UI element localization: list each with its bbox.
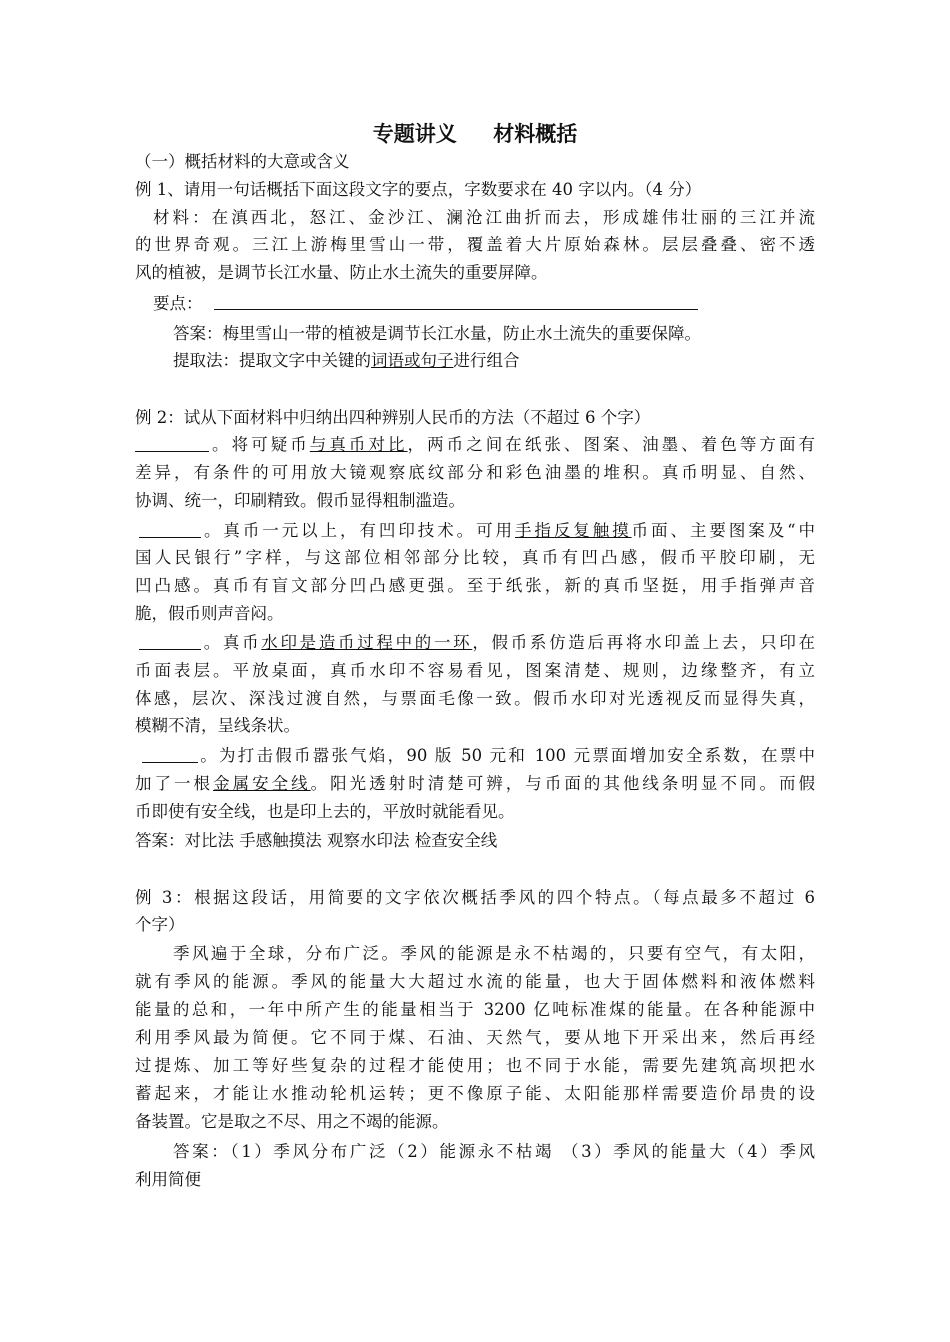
- example-3-paragraph-line: 过提炼、加工等好些复杂的过程才能使用；也不同于水能，需要先建筑高坝把水: [135, 1056, 815, 1075]
- fill-blank: [139, 632, 201, 650]
- example-2-paragraph-line: 国人民银行”字样，与这部位相邻部分比较，真币有凹凸感，假币平胶印刷，无: [135, 548, 815, 567]
- method-text: 提取法：提取文字中关键的: [173, 351, 371, 370]
- example-1-material-line: 的世界奇观。三江上游梅里雪山一带，覆盖着大片原始森林。层层叠叠、密不透: [135, 235, 815, 254]
- example-2-paragraph-line: 模糊不清，呈线条状。: [135, 716, 300, 735]
- example-1-material-line: 风的植被，是调节长江水量、防止水土流失的重要屏障。: [135, 263, 548, 282]
- paragraph-text: 。阳光透射时清楚可辨，与币面的其他线条明显不同。而假: [310, 774, 816, 793]
- paragraph-text: 。为打击假币嚣张气焰，90 版 50 元和 100 元票面增加安全系数，在票中: [198, 746, 815, 765]
- example-2-answer: 答案：对比法 手感触摸法 观察水印法 检查安全线: [135, 831, 498, 850]
- paragraph-text: ，假币系仿造后再将水印盖上去，只印在: [472, 633, 815, 652]
- example-2-paragraph-line: 币即使有安全线，也是印上去的，平放时就能看见。: [135, 802, 515, 821]
- example-3-paragraph-line: 能量的总和，一年中所产生的能量相当于 3200 亿吨标准煤的能量。在各种能源中: [135, 1000, 815, 1019]
- paragraph-text: 。真币一元以上，有凹印技术。可用: [201, 521, 515, 540]
- example-1-point-label: 要点：: [153, 294, 203, 313]
- paragraph-text: 加了一根: [135, 774, 214, 793]
- method-underlined: 词语或句子: [371, 351, 454, 370]
- example-2-paragraph-line: 凹凸感。真币有盲文部分凹凸感更强。至于纸张，新的真币坚挺，用手指弹声音: [135, 576, 815, 595]
- paragraph-text: ，两币之间在纸张、图案、油墨、着色等方面有: [407, 435, 816, 454]
- answer-blank-line: [214, 309, 698, 310]
- underlined-keyword: 与真币对比: [309, 435, 408, 454]
- example-3-answer: 答案：（1）季风分布广泛（2）能源永不枯竭 （3）季风的能量大（4）季风: [173, 1142, 815, 1161]
- paragraph-text: 。真币: [201, 633, 262, 652]
- example-2-paragraph-line: [139, 519, 815, 543]
- example-2-paragraph-line: 协调、统一，印刷精致。假币显得粗制滥造。: [135, 491, 465, 510]
- example-1-method: [173, 349, 520, 373]
- example-3-question: 例 3：根据这段话，用简要的文字依次概括季风的四个特点。（每点最多不超过 6: [135, 888, 815, 907]
- example-2-paragraph-line: [135, 772, 815, 796]
- example-3-paragraph-line: 就有季风的能源。季风的能量大大超过水流的能量，也大于固体燃料和液体燃料: [135, 972, 815, 991]
- example-2-paragraph-line: 体感，层次、深浅过渡自然，与票面毛像一致。假币水印对光透视反而显得失真，: [135, 689, 815, 708]
- example-2-paragraph-line: [142, 744, 815, 768]
- example-3-answer: 利用简便: [135, 1170, 201, 1189]
- example-3-paragraph-line: 备装置。它是取之不尽、用之不竭的能源。: [135, 1112, 449, 1131]
- paragraph-text: 。将可疑币: [209, 435, 310, 454]
- paragraph-text: 币面、主要图案及“中: [631, 521, 816, 540]
- underlined-keyword: 水印是造币过程中的一环: [261, 633, 473, 652]
- example-2-paragraph-line: [139, 631, 815, 655]
- example-1-question: 例 1、请用一句话概括下面这段文字的要点，字数要求在 40 字以内。（4 分）: [135, 180, 702, 199]
- fill-blank: [142, 745, 198, 763]
- example-3-paragraph-line: 利用季风最为简便。它不同于煤、石油、天然气，要从地下开采出来，然后再经: [135, 1028, 815, 1047]
- section-heading: （一）概括材料的大意或含义: [135, 152, 350, 171]
- example-3-question: 个字）: [135, 915, 185, 934]
- example-2-paragraph-line: [135, 433, 815, 457]
- page-title: 专题讲义 材料概括: [372, 122, 578, 146]
- method-text: 进行组合: [453, 351, 520, 370]
- example-3-paragraph-line: 季风遍于全球，分布广泛。季风的能源是永不枯竭的，只要有空气，有太阳，: [173, 944, 815, 963]
- example-2-question: 例 2：试从下面材料中归纳出四种辨别人民币的方法（不超过 6 个字）: [135, 408, 651, 427]
- example-2-paragraph-line: 差异，有条件的可用放大镜观察底纹部分和彩色油墨的堆积。真币明显、自然、: [135, 463, 815, 482]
- example-1-material-line: 材料：在滇西北，怒江、金沙江、澜沧江曲折而去，形成雄伟壮丽的三江并流: [153, 208, 815, 227]
- underlined-keyword: 金属安全线: [213, 774, 311, 793]
- underlined-keyword: 手指反复触摸: [514, 521, 632, 540]
- fill-blank: [135, 434, 209, 452]
- example-2-paragraph-line: 币面表层。平放桌面，真币水印不容易看见，图案清楚、规则，边缘整齐，有立: [135, 661, 815, 680]
- example-3-paragraph-line: 蓄起来，才能让水推动轮机运转；更不像原子能、太阳能那样需要造价昂贵的设: [135, 1084, 815, 1103]
- fill-blank: [139, 520, 201, 538]
- example-1-answer: 答案：梅里雪山一带的植被是调节长江水量，防止水土流失的重要保障。: [173, 324, 701, 343]
- example-2-paragraph-line: 脆，假币则声音闷。: [135, 604, 284, 623]
